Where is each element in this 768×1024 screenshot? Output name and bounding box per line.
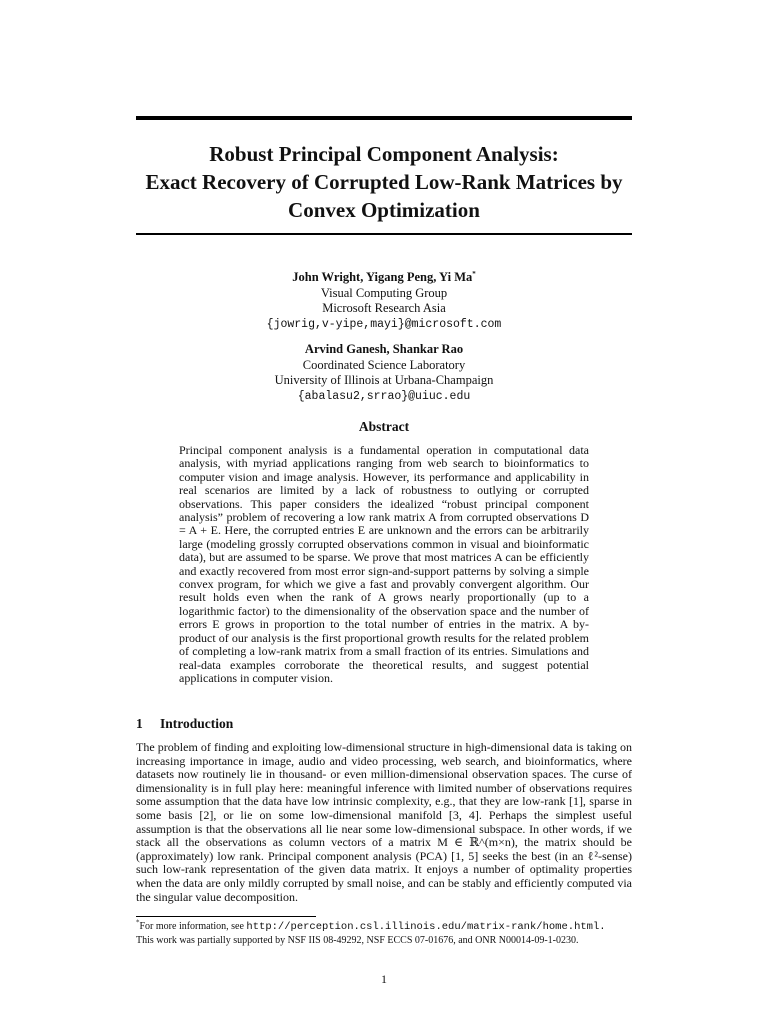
- author-block-2: [136, 342, 632, 404]
- affiliation-2-org: University of Illinois at Urbana-Champaign: [274, 373, 494, 387]
- introduction-text: The problem of finding and exploiting low-dimensional structure in high-dimensional data is taking on increasing importance in image, audio and video processing, web search, and bioinformatics, where datasets now routinely lie in thousand- or even million-dimensional observation spaces. The curse of dimensionality is in full play here: meaningful inference with limited number of observations requires some assumption that the data have low intrinsic complexity, e.g., that they are low-rank [1], sparse in some basis [2], or lie on some low-dimensional manifold [3, 4]. Perhaps the simplest useful assumption is that the observations all lie near some low-dimensional subspace. In other words, if we stack all the observations as column vectors of a matrix M ∈ ℝ^(m×n), the matrix should be (approximately) low rank. Principal component analysis (PCA) [1, 5] seeks the best (in an ℓ²-sense) such low-rank representation of the given data matrix. It enjoys a number of optimality properties when the data are only mildly corrupted by small noise, and can be stably and efficiently computed via the singular value decomposition.: [136, 740, 632, 904]
- page-number: 1: [381, 972, 387, 986]
- footnote-url[interactable]: http://perception.csl.illinois.edu/matrix-rank/home.html.: [246, 921, 606, 933]
- author-names-1: John Wright, Yigang Peng, Yi Ma*: [292, 269, 476, 284]
- abstract-heading: Abstract: [358, 419, 410, 434]
- footnotes: [136, 920, 676, 947]
- section-heading: [136, 716, 233, 732]
- affiliation-1-org: Microsoft Research Asia: [322, 301, 446, 315]
- footnote-info: *For more information, see http://perception.csl.illinois.edu/matrix-rank/home.html.: [136, 918, 606, 933]
- affiliation-1-group: Visual Computing Group: [320, 285, 448, 300]
- paper-title: Robust Principal Component Analysis: Exact Recovery of Corrupted Low-Rank Matrices by Convex Optimization: [145, 142, 623, 222]
- affiliation-2-group: Coordinated Science Laboratory: [302, 357, 466, 372]
- author-email-2: {abalasu2,srrao}@uiuc.edu: [297, 389, 471, 403]
- top-rule: [136, 116, 632, 120]
- footnote-rule: [136, 916, 316, 917]
- title-bottom-rule: [136, 233, 632, 235]
- abstract-text: Principal component analysis is a fundamental operation in computational data analysis, with myriad applications ranging from web search to bioinformatics to computer vision and image analysis. However, its performance and applicability in real scenarios are limited by a lack of robustness to outlying or corrupted observations. This paper considers the idealized “robust principal component analysis” problem of recovering a low rank matrix A from corrupted observations D = A + E. Here, the corrupted entries E are unknown and the errors can be arbitrarily large (modeling grossly corrupted observations common in visual and bioinformatic data), but are assumed to be sparse. We prove that most matrices A can be efficiently and exactly recovered from most error sign-and-support patterns by solving a simple convex program, for which we give a fast and provably convergent algorithm. Our result holds even when the rank of A grows nearly proportionally (up to a logarithmic factor) to the dimensionality of the observation space and the number of errors E grows in proportion to the total number of entries in the matrix. A by-product of our analysis is the first proportional growth results for the related problem of completing a low-rank matrix from a small fraction of its entries. Simulations and real-data examples corroborate the theoretical results, and suggest potential applications in computer vision.: [179, 443, 589, 685]
- author-block-1: [136, 270, 632, 332]
- author-names-2: Arvind Ganesh, Shankar Rao: [304, 342, 464, 356]
- section-title: Introduction: [160, 716, 234, 731]
- section-number: 1: [136, 716, 143, 731]
- author-email-1: {jowrig,v-yipe,mayi}@microsoft.com: [266, 317, 502, 331]
- footnote-funding: This work was partially supported by NSF IIS 08-49292, NSF ECCS 07-01676, and ONR N00014-09-1-0230.: [136, 935, 579, 946]
